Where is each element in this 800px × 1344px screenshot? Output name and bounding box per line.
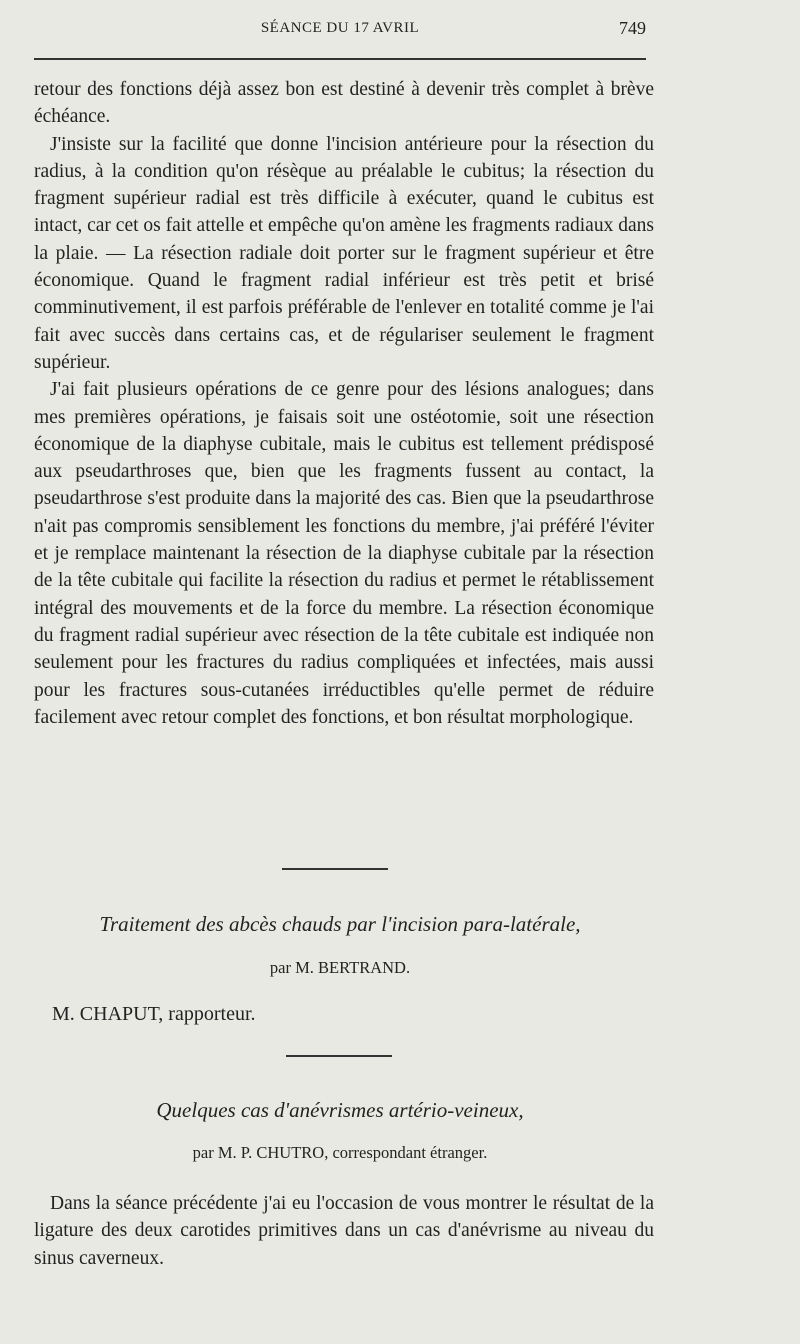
page-number: 749	[619, 18, 646, 38]
section-separator	[282, 868, 388, 870]
paragraph: Dans la séance précédente j'ai eu l'occasion de vous montrer le résultat de la ligature des deux carotides primitives dans un cas d'anévrisme au niveau du sinus caverneux.	[34, 1193, 654, 1269]
paragraph: J'insiste sur la facilité que donne l'incision antérieure pour la résection du radius, à la condition qu'on résèque au préalable le cubitus; la résection du fragment supérieur radial est très difficile à exécuter, quand le cubitus est intact, car cet os fait attelle et empêche qu'on amène les fragments radiaux dans la plaie. — La résection radiale doit porter sur le fragment supérieur et être économique. Quand le fragment radial inférieur est très petit et brisé comminutivement, il est parfois préférable de l'enlever en totalité comme je l'ai fait avec succès dans certains cas, et de régulariser seulement le fragment supérieur.	[34, 133, 654, 373]
article-title: Traitement des abcès chauds par l'incision para-latérale,	[99, 912, 581, 936]
section-separator	[286, 1055, 392, 1057]
article-body	[34, 76, 654, 731]
header-rule	[34, 58, 646, 60]
article-byline: par M. BERTRAND.	[269, 958, 411, 977]
paragraph: retour des fonctions déjà assez bon est destiné à devenir très complet à brève échéance.	[34, 79, 654, 128]
rapporteur-line: M. CHAPUT, rapporteur.	[52, 1003, 256, 1025]
paragraph: J'ai fait plusieurs opérations de ce genre pour des lésions analogues; dans mes premières opérations, je faisais soit une ostéotomie, soit une résection économique de la diaphyse cubitale, mais le cubitus est tellement prédisposé aux pseudarthroses que, bien que les fragments fussent au contact, la pseudarthrose s'est produite dans la majorité des cas. Bien que la pseudarthrose n'ait pas compromis sensiblement les fonctions du membre, j'ai préféré l'éviter et je remplace maintenant la résection de la diaphyse cubitale par la résection de la tête cubitale qui facilite la résection du radius et permet le rétablissement intégral des mouvements et de la force du membre. La résection économique du fragment radial supérieur avec résection de la tête cubitale est indiquée non seulement pour les fractures du radius compliquées et infectées, mais aussi pour les fractures sous-cutanées irréductibles qu'elle permet de réduire facilement avec retour complet des fonctions, et bon résultat morphologique.	[34, 379, 654, 728]
page-header	[34, 18, 646, 46]
running-head: SÉANCE DU 17 AVRIL	[260, 20, 420, 36]
article-byline: par M. P. CHUTRO, correspondant étranger.	[192, 1143, 488, 1162]
article-body	[34, 1190, 654, 1272]
article-title: Quelques cas d'anévrismes artério-veineux,	[156, 1098, 524, 1122]
